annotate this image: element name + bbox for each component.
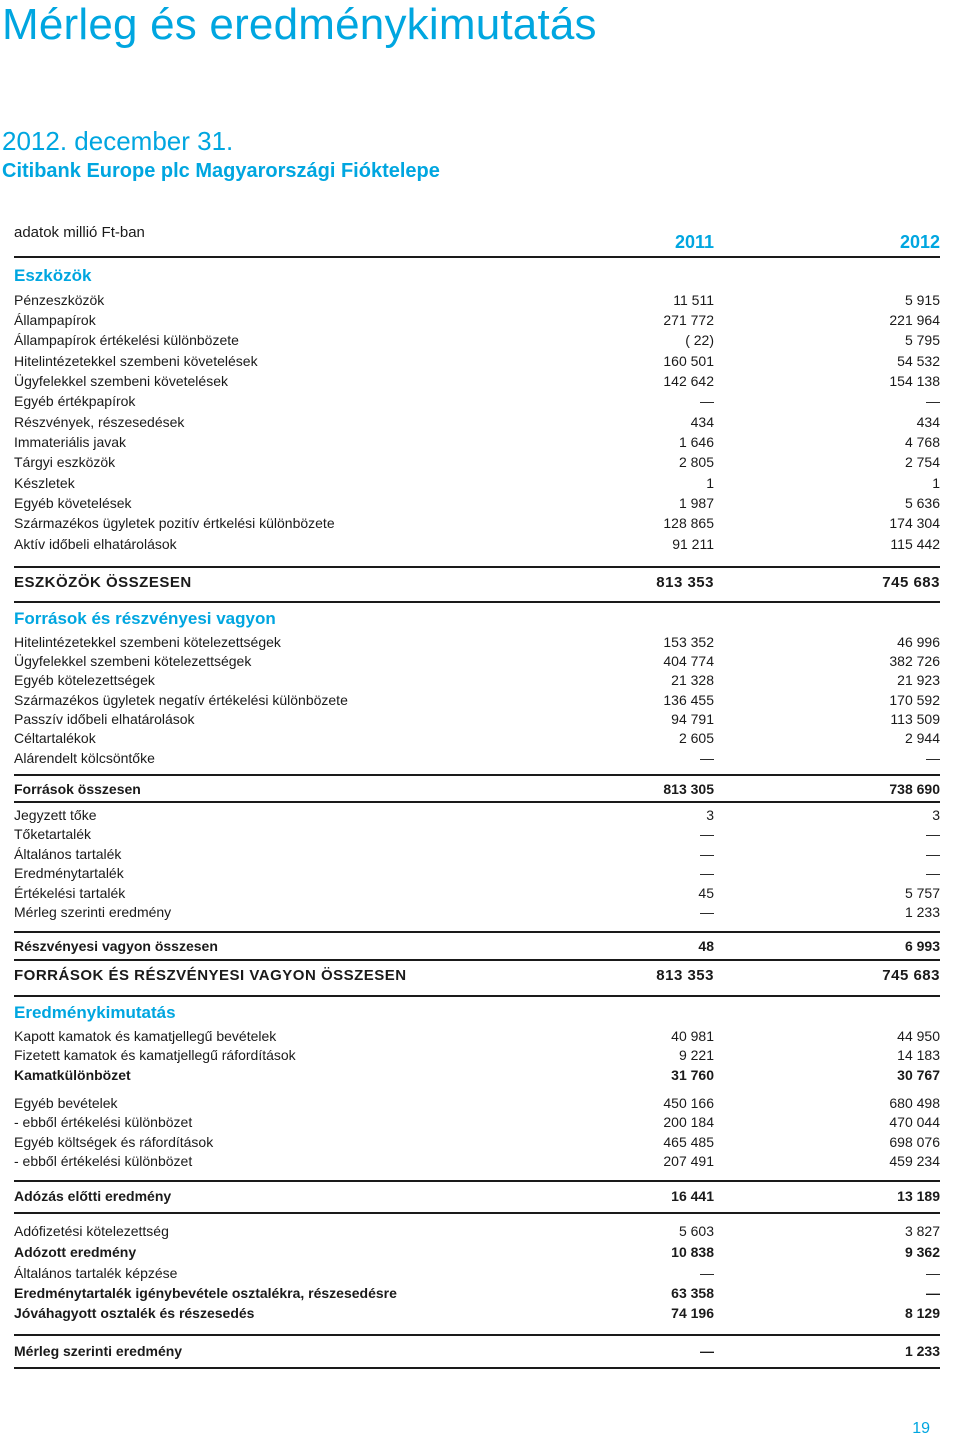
- row-label: Egyéb követelések: [14, 495, 132, 511]
- divider: [14, 566, 940, 568]
- value-2011: —: [700, 846, 714, 862]
- value-2011: —: [700, 750, 714, 766]
- table-row: [14, 391, 940, 411]
- value-2012: 6 993: [904, 938, 940, 954]
- table-row: [14, 632, 940, 652]
- value-2011: 1 646: [678, 434, 714, 450]
- table-row: [14, 1242, 940, 1262]
- value-2012: —: [926, 865, 940, 881]
- value-2011: 5 603: [678, 1223, 714, 1239]
- row-label: FORRÁSOK ÉS RÉSZVÉNYESI VAGYON ÖSSZESEN: [14, 967, 407, 984]
- row-label: ESZKÖZÖK ÖSSZESEN: [14, 574, 192, 591]
- value-2011: —: [700, 865, 714, 881]
- value-2012: 5 636: [904, 495, 940, 511]
- row-label: Értékelési tartalék: [14, 885, 126, 901]
- table-row: [14, 863, 940, 883]
- table-row: [14, 473, 940, 493]
- column-header-2012: 2012: [899, 232, 940, 252]
- row-label: Aktív időbeli elhatárolások: [14, 536, 177, 552]
- row-label: Ügyfelekkel szembeni kötelezettségek: [14, 653, 252, 669]
- value-2012: 459 234: [889, 1153, 940, 1169]
- value-2011: 2 805: [678, 454, 714, 470]
- table-row: [14, 290, 940, 310]
- value-2011: —: [700, 1343, 714, 1359]
- row-label: Állampapírok értékelési különbözete: [14, 332, 239, 348]
- divider: [14, 1212, 940, 1214]
- row-label: Adózott eredmény: [14, 1244, 137, 1260]
- value-2012: 44 950: [897, 1028, 940, 1044]
- value-2011: 200 184: [663, 1114, 714, 1130]
- table-row: [14, 1283, 940, 1303]
- section-heading-income: Eredménykimutatás: [14, 1003, 176, 1022]
- divider: [14, 774, 940, 776]
- value-2011: 1: [706, 475, 714, 491]
- value-2011: 16 441: [671, 1188, 714, 1204]
- value-2012: 680 498: [889, 1095, 940, 1111]
- value-2012: 13 189: [897, 1188, 940, 1204]
- row-label: Hitelintézetekkel szembeni kötelezettségek: [14, 634, 281, 650]
- value-2011: 207 491: [663, 1153, 714, 1169]
- value-2012: 9 362: [904, 1244, 940, 1260]
- row-label: Fizetett kamatok és kamatjellegű ráfordítások: [14, 1047, 296, 1063]
- value-2011: 21 328: [671, 672, 714, 688]
- table-row: [14, 883, 940, 903]
- value-2012: 5 757: [904, 885, 940, 901]
- table-row: [14, 351, 940, 371]
- row-label: Általános tartalék képzése: [14, 1265, 178, 1281]
- table-row: [14, 1045, 940, 1065]
- value-2011: 813 353: [656, 967, 714, 984]
- value-2011: 91 211: [672, 536, 714, 552]
- value-2012: 154 138: [889, 373, 940, 389]
- row-label: Egyéb bevételek: [14, 1095, 118, 1111]
- row-label: Egyéb értékpapírok: [14, 393, 136, 409]
- value-2011: —: [700, 393, 714, 409]
- value-2011: 3: [706, 807, 714, 823]
- row-label: Jóváhagyott osztalék és részesedés: [14, 1305, 255, 1321]
- table-row: [14, 534, 940, 554]
- row-label: Alárendelt kölcsöntőke: [14, 750, 155, 766]
- divider: [14, 801, 940, 803]
- table-row: [14, 824, 940, 844]
- value-2012: 174 304: [889, 515, 940, 531]
- table-row: [14, 513, 940, 533]
- value-2012: 2 944: [904, 730, 940, 746]
- value-2012: 54 532: [897, 353, 940, 369]
- row-label: Készletek: [14, 475, 75, 491]
- row-label: Hitelintézetekkel szembeni követelések: [14, 353, 258, 369]
- value-2011: —: [700, 826, 714, 842]
- value-2012: 2 754: [904, 454, 940, 470]
- value-2011: 153 352: [663, 634, 714, 650]
- value-2012: 738 690: [889, 781, 940, 797]
- row-label: Származékos ügyletek pozitív értkelési különbözete: [14, 515, 335, 531]
- value-2012: 4 768: [904, 434, 940, 450]
- value-2011: 450 166: [663, 1095, 714, 1111]
- value-2011: 63 358: [671, 1285, 714, 1301]
- value-2012: 382 726: [889, 653, 940, 669]
- table-row: [14, 1221, 940, 1241]
- row-label: Passzív időbeli elhatárolások: [14, 711, 195, 727]
- table-row: [14, 844, 940, 864]
- row-label: Általános tartalék: [14, 846, 122, 862]
- value-2012: 1: [932, 475, 940, 491]
- table-row: [14, 728, 940, 748]
- divider: [14, 1334, 940, 1336]
- value-2012: —: [926, 846, 940, 862]
- value-2012: —: [926, 1285, 940, 1301]
- value-2011: 128 865: [663, 515, 714, 531]
- value-2011: 2 605: [678, 730, 714, 746]
- value-2012: 1 233: [904, 904, 940, 920]
- table-row: [14, 310, 940, 330]
- value-2012: 14 183: [897, 1047, 940, 1063]
- row-label: Pénzeszközök: [14, 292, 105, 308]
- table-row: [14, 1151, 940, 1171]
- row-label: Eredménytartalék igénybevétele osztalékra, részesedésre: [14, 1285, 397, 1301]
- value-2012: 434: [916, 414, 940, 430]
- value-2011: ( 22): [685, 332, 714, 348]
- value-2011: 465 485: [663, 1134, 714, 1150]
- value-2011: 813 305: [663, 781, 714, 797]
- page-title: Mérleg és eredménykimutatás: [2, 0, 597, 49]
- table-row: [14, 651, 940, 671]
- row-label: Mérleg szerinti eredmény: [14, 1343, 183, 1359]
- table-row: [14, 452, 940, 472]
- value-2011: 160 501: [663, 353, 714, 369]
- value-2012: 698 076: [889, 1134, 940, 1150]
- table-row: [14, 1132, 940, 1152]
- value-2012: 1 233: [904, 1343, 940, 1359]
- row-label: Kamatkülönbözet: [14, 1067, 131, 1083]
- value-2012: 3: [932, 807, 940, 823]
- row-label: Kapott kamatok és kamatjellegű bevételek: [14, 1028, 277, 1044]
- value-2011: 404 774: [663, 653, 714, 669]
- value-2012: 21 923: [897, 672, 940, 688]
- value-2012: 5 915: [904, 292, 940, 308]
- table-row: [14, 748, 940, 768]
- divider: [14, 1180, 940, 1182]
- row-label: Állampapírok: [14, 312, 96, 328]
- value-2012: 30 767: [897, 1067, 940, 1083]
- row-label: Egyéb kötelezettségek: [14, 672, 155, 688]
- value-2012: 3 827: [904, 1223, 940, 1239]
- value-2012: 221 964: [889, 312, 940, 328]
- value-2011: 434: [690, 414, 714, 430]
- value-2011: —: [700, 1265, 714, 1281]
- row-label: Források összesen: [14, 781, 141, 797]
- row-label: Jegyzett tőke: [14, 807, 97, 823]
- section-heading-assets: Eszközök: [14, 266, 92, 285]
- section-heading-liabilities: Források és részvényesi vagyon: [14, 609, 276, 628]
- value-2011: 48: [698, 938, 714, 954]
- table-row: [14, 902, 940, 922]
- value-2011: 813 353: [656, 574, 714, 591]
- value-2011: —: [700, 904, 714, 920]
- table-row: [14, 709, 940, 729]
- table-row: [14, 1065, 940, 1085]
- value-2012: 170 592: [889, 692, 940, 708]
- row-label: Céltartalékok: [14, 730, 96, 746]
- table-row: [14, 1303, 940, 1323]
- value-2011: 94 791: [671, 711, 714, 727]
- row-label: Mérleg szerinti eredmény: [14, 904, 172, 920]
- table-row: [14, 1093, 940, 1113]
- table-row: [14, 412, 940, 432]
- table-row: [14, 432, 940, 452]
- table-row: [14, 1112, 940, 1132]
- divider: [14, 601, 940, 603]
- value-2011: 11 511: [673, 292, 714, 308]
- value-2012: —: [926, 826, 940, 842]
- value-2012: 470 044: [889, 1114, 940, 1130]
- value-2011: 142 642: [663, 373, 714, 389]
- row-label: - ebből értékelési különbözet: [14, 1114, 193, 1130]
- value-2012: —: [926, 393, 940, 409]
- table-row: [14, 1026, 940, 1046]
- row-label: Tőketartalék: [14, 826, 92, 842]
- header-divider: [14, 256, 940, 258]
- unit-note: adatok millió Ft-ban: [14, 224, 145, 241]
- value-2011: 40 981: [671, 1028, 714, 1044]
- page-number: 19: [912, 1420, 930, 1437]
- table-row: [14, 1263, 940, 1283]
- divider: [14, 1367, 940, 1369]
- entity-name: Citibank Europe plc Magyarországi Fióktelepe: [2, 160, 440, 182]
- row-label: Részvények, részesedések: [14, 414, 185, 430]
- grand-total-row: [14, 966, 940, 986]
- value-2012: 745 683: [882, 574, 940, 591]
- value-2012: 745 683: [882, 967, 940, 984]
- row-label: - ebből értékelési különbözet: [14, 1153, 193, 1169]
- final-result-row: [14, 1341, 940, 1361]
- column-header-2011: 2011: [674, 232, 714, 252]
- row-label: Tárgyi eszközök: [14, 454, 116, 470]
- row-label: Egyéb költségek és ráfordítások: [14, 1134, 214, 1150]
- row-label: Adózás előtti eredmény: [14, 1188, 172, 1204]
- row-label: Adófizetési kötelezettség: [14, 1223, 169, 1239]
- value-2012: 5 795: [904, 332, 940, 348]
- value-2011: 136 455: [663, 692, 714, 708]
- row-label: Eredménytartalék: [14, 865, 124, 881]
- equity-total-row: [14, 936, 940, 956]
- row-label: Részvényesi vagyon összesen: [14, 938, 218, 954]
- table-row: [14, 330, 940, 350]
- value-2011: 74 196: [671, 1305, 714, 1321]
- value-2011: 45: [698, 885, 714, 901]
- value-2012: —: [926, 750, 940, 766]
- table-row: [14, 670, 940, 690]
- value-2011: 1 987: [678, 495, 714, 511]
- table-row: [14, 371, 940, 391]
- divider: [14, 995, 940, 997]
- table-row: [14, 690, 940, 710]
- value-2012: —: [926, 1265, 940, 1281]
- value-2012: 115 442: [890, 536, 940, 552]
- divider: [14, 959, 940, 961]
- pretax-result-row: [14, 1186, 940, 1206]
- table-row: [14, 493, 940, 513]
- liabilities-subtotal-row: [14, 779, 940, 799]
- row-label: Immateriális javak: [14, 434, 127, 450]
- report-date: 2012. december 31.: [2, 126, 234, 156]
- row-label: Származékos ügyletek negatív értékelési különbözete: [14, 692, 348, 708]
- table-row: [14, 805, 940, 825]
- value-2012: 8 129: [904, 1305, 940, 1321]
- value-2012: 46 996: [897, 634, 940, 650]
- value-2011: 271 772: [663, 312, 714, 328]
- value-2011: 10 838: [671, 1244, 714, 1260]
- row-label: Ügyfelekkel szembeni követelések: [14, 373, 228, 389]
- value-2011: 31 760: [671, 1067, 714, 1083]
- value-2012: 113 509: [890, 711, 940, 727]
- divider: [14, 931, 940, 933]
- value-2011: 9 221: [678, 1047, 714, 1063]
- assets-total-row: [14, 573, 940, 593]
